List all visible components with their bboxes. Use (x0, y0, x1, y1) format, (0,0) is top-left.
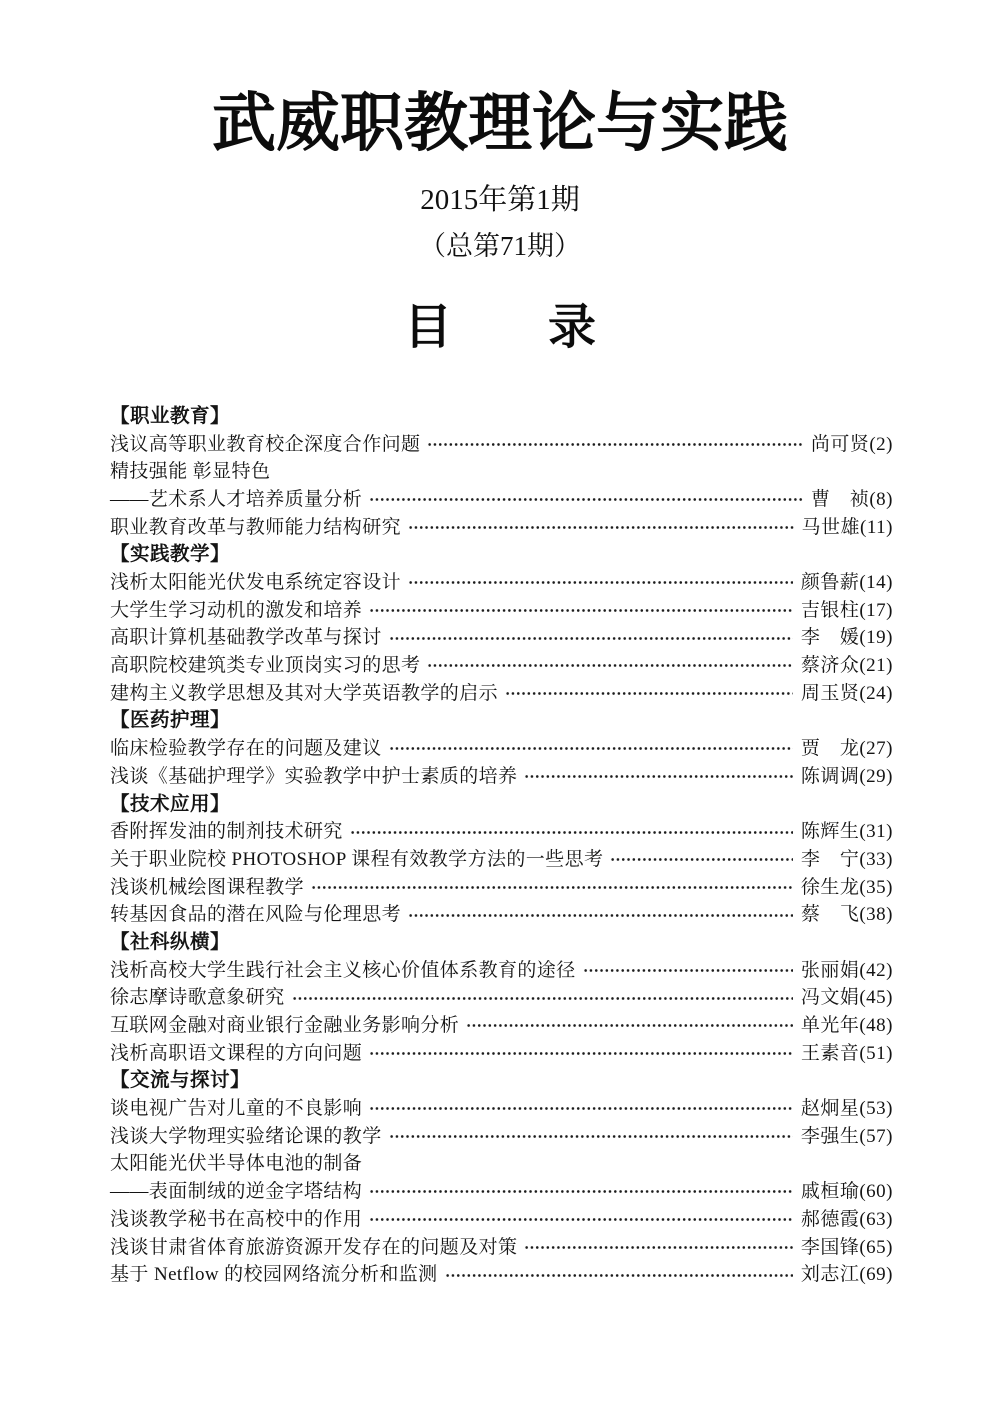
dot-leader (311, 884, 793, 891)
dot-leader (427, 662, 792, 669)
dot-leader (408, 579, 793, 586)
dot-leader (445, 1272, 793, 1279)
toc-entry (110, 735, 893, 763)
entry-title: 浅谈教学秘书在高校中的作用 (110, 1208, 363, 1230)
entry-author-page: 单光年(48) (800, 1015, 893, 1036)
section-header: 【社科纵横】 (110, 930, 231, 953)
entry-author-page: 王素音(51) (800, 1042, 893, 1064)
entry-title: 职业教育改革与教师能力结构研究 (110, 516, 402, 538)
dot-leader (369, 496, 803, 503)
dot-leader (524, 773, 792, 780)
dot-leader (369, 1105, 793, 1112)
dot-leader (466, 1022, 793, 1029)
section-entries (110, 818, 893, 929)
entry-title: 临床检验教学存在的问题及建议 (110, 738, 382, 760)
toc-entry (110, 624, 893, 652)
entry-title: 大学生学习动机的激发和培养 (110, 599, 363, 621)
entry-author-page: 李 媛(19) (800, 627, 893, 649)
entry-title: 浅谈机械绘图课程教学 (110, 876, 305, 898)
toc-entry (110, 1123, 893, 1151)
entry-author-page: 郝德霞(63) (800, 1208, 893, 1230)
dot-leader (583, 967, 793, 974)
toc-entry (110, 652, 893, 680)
toc-section (110, 1067, 893, 1289)
toc-entry (110, 569, 893, 597)
entry-title: 建构主义教学思想及其对大学英语教学的启示 (110, 682, 499, 704)
toc-entry (110, 1206, 893, 1234)
toc-entry (110, 680, 893, 708)
toc-entry (110, 1095, 893, 1123)
dot-leader (389, 745, 793, 752)
dot-leader (408, 524, 794, 531)
entry-title: 关于职业院校 PHOTOSHOP 课程有效教学方法的一些思考 (110, 848, 604, 870)
section-header: 【交流与探讨】 (110, 1069, 251, 1092)
entry-title: 互联网金融对商业银行金融业务影响分析 (110, 1015, 460, 1036)
toc-entry (110, 1261, 893, 1289)
entry-author-page: 戚桓瑜(60) (800, 1181, 893, 1203)
section-entries (110, 735, 893, 790)
entry-author-page: 蔡济众(21) (800, 655, 893, 677)
toc-entry (110, 874, 893, 902)
entry-title: 高职计算机基础教学改革与探讨 (110, 627, 382, 649)
dot-leader (427, 441, 802, 448)
entry-author-page: 赵炯星(53) (800, 1098, 893, 1120)
entry-author-page: 李国锋(65) (800, 1236, 893, 1258)
entry-title: 转基因食品的潜在风险与伦理思考 (110, 904, 402, 926)
section-entries (110, 431, 893, 542)
entry-title: ——艺术系人才培养质量分析 (110, 488, 363, 510)
toc-section (110, 707, 893, 790)
dot-leader (408, 912, 793, 919)
toc-entry (110, 818, 893, 846)
dot-leader (610, 856, 792, 863)
toc-entry (110, 901, 893, 929)
section-header: 【技术应用】 (110, 792, 231, 815)
toc-entry-title-line (110, 1150, 893, 1178)
toc-entry (110, 431, 893, 459)
entry-author-page: 贾 龙(27) (800, 738, 893, 760)
contents-title: 目 录 (403, 301, 596, 355)
toc-entry-title-line (110, 458, 893, 486)
section-entries (110, 1095, 893, 1289)
entry-title: ——表面制绒的逆金字塔结构 (110, 1181, 363, 1203)
section-entries (110, 569, 893, 707)
toc-entry (110, 1178, 893, 1206)
entry-title: 浅析高职语文课程的方向问题 (110, 1042, 363, 1064)
toc-list (110, 403, 893, 1289)
toc-entry (110, 846, 893, 874)
dot-leader (369, 1050, 793, 1057)
dot-leader (389, 1133, 793, 1140)
entry-title: 徐志摩诗歌意象研究 (110, 987, 285, 1009)
cumulative-issue-line: （总第71期） (419, 230, 581, 261)
toc-section (110, 403, 893, 541)
entry-author-page: 李强生(57) (800, 1125, 893, 1147)
entry-author-page: 曹 祯(8) (810, 488, 893, 510)
dot-leader (369, 1216, 793, 1223)
entry-title: 浅谈《基础护理学》实验教学中护士素质的培养 (110, 765, 518, 787)
toc-section (110, 791, 893, 929)
entry-author-page: 周玉贤(24) (800, 682, 893, 704)
entry-title: 浅谈甘肃省体育旅游资源开发存在的问题及对策 (110, 1236, 518, 1258)
entry-author-page: 刘志江(69) (800, 1264, 893, 1286)
entry-title: 浅谈大学物理实验绪论课的教学 (110, 1125, 382, 1147)
entry-title: 浅析高校大学生践行社会主义核心价值体系教育的途径 (110, 959, 576, 981)
issue-line: 2015年第1期 (420, 183, 580, 216)
section-header: 【实践教学】 (110, 543, 231, 566)
journal-title: 武威职教理论与实践 (212, 88, 788, 159)
entry-author-page: 张丽娟(42) (800, 959, 893, 981)
entry-author-page: 蔡 飞(38) (800, 904, 893, 926)
toc-entry (110, 763, 893, 791)
entry-title: 浅议高等职业教育校企深度合作问题 (110, 433, 421, 455)
entry-author-page: 吉银柱(17) (800, 599, 893, 621)
toc-entry (110, 1040, 893, 1068)
entry-title: 基于 Netflow 的校园网络流分析和监测 (110, 1264, 438, 1286)
dot-leader (369, 1188, 793, 1195)
dot-leader (389, 635, 793, 642)
dot-leader (505, 690, 793, 697)
entry-title: 高职院校建筑类专业顶岗实习的思考 (110, 655, 421, 677)
entry-title-continued: 太阳能光伏半导体电池的制备 (110, 1153, 363, 1175)
entry-author-page: 尚可贤(2) (810, 433, 893, 455)
toc-entry (110, 957, 893, 985)
toc-entry (110, 514, 893, 542)
entry-title-continued: 精技强能 彰显特色 (110, 461, 271, 483)
entry-title: 浅析太阳能光伏发电系统定容设计 (110, 572, 402, 593)
toc-entry (110, 597, 893, 625)
toc-section (110, 541, 893, 707)
entry-title: 谈电视广告对儿童的不良影响 (110, 1098, 363, 1120)
entry-author-page: 徐生龙(35) (800, 876, 893, 898)
dot-leader (350, 829, 793, 836)
entry-title: 香附挥发油的制剂技术研究 (110, 821, 343, 843)
section-header: 【职业教育】 (110, 404, 231, 427)
toc-entry (110, 1012, 893, 1040)
entry-author-page: 陈调调(29) (800, 765, 893, 787)
entry-author-page: 冯文娟(45) (800, 987, 893, 1009)
section-entries (110, 957, 893, 1068)
entry-author-page: 马世雄(11) (801, 516, 893, 538)
toc-entry (110, 1234, 893, 1262)
toc-entry (110, 486, 893, 514)
entry-author-page: 李 宁(33) (800, 848, 893, 870)
dot-leader (369, 607, 793, 614)
toc-entry (110, 984, 893, 1012)
entry-author-page: 陈辉生(31) (800, 821, 893, 843)
toc-section (110, 929, 893, 1067)
entry-author-page: 颜鲁薪(14) (800, 572, 893, 593)
dot-leader (524, 1244, 792, 1251)
dot-leader (292, 995, 793, 1002)
section-header: 【医药护理】 (110, 709, 231, 732)
